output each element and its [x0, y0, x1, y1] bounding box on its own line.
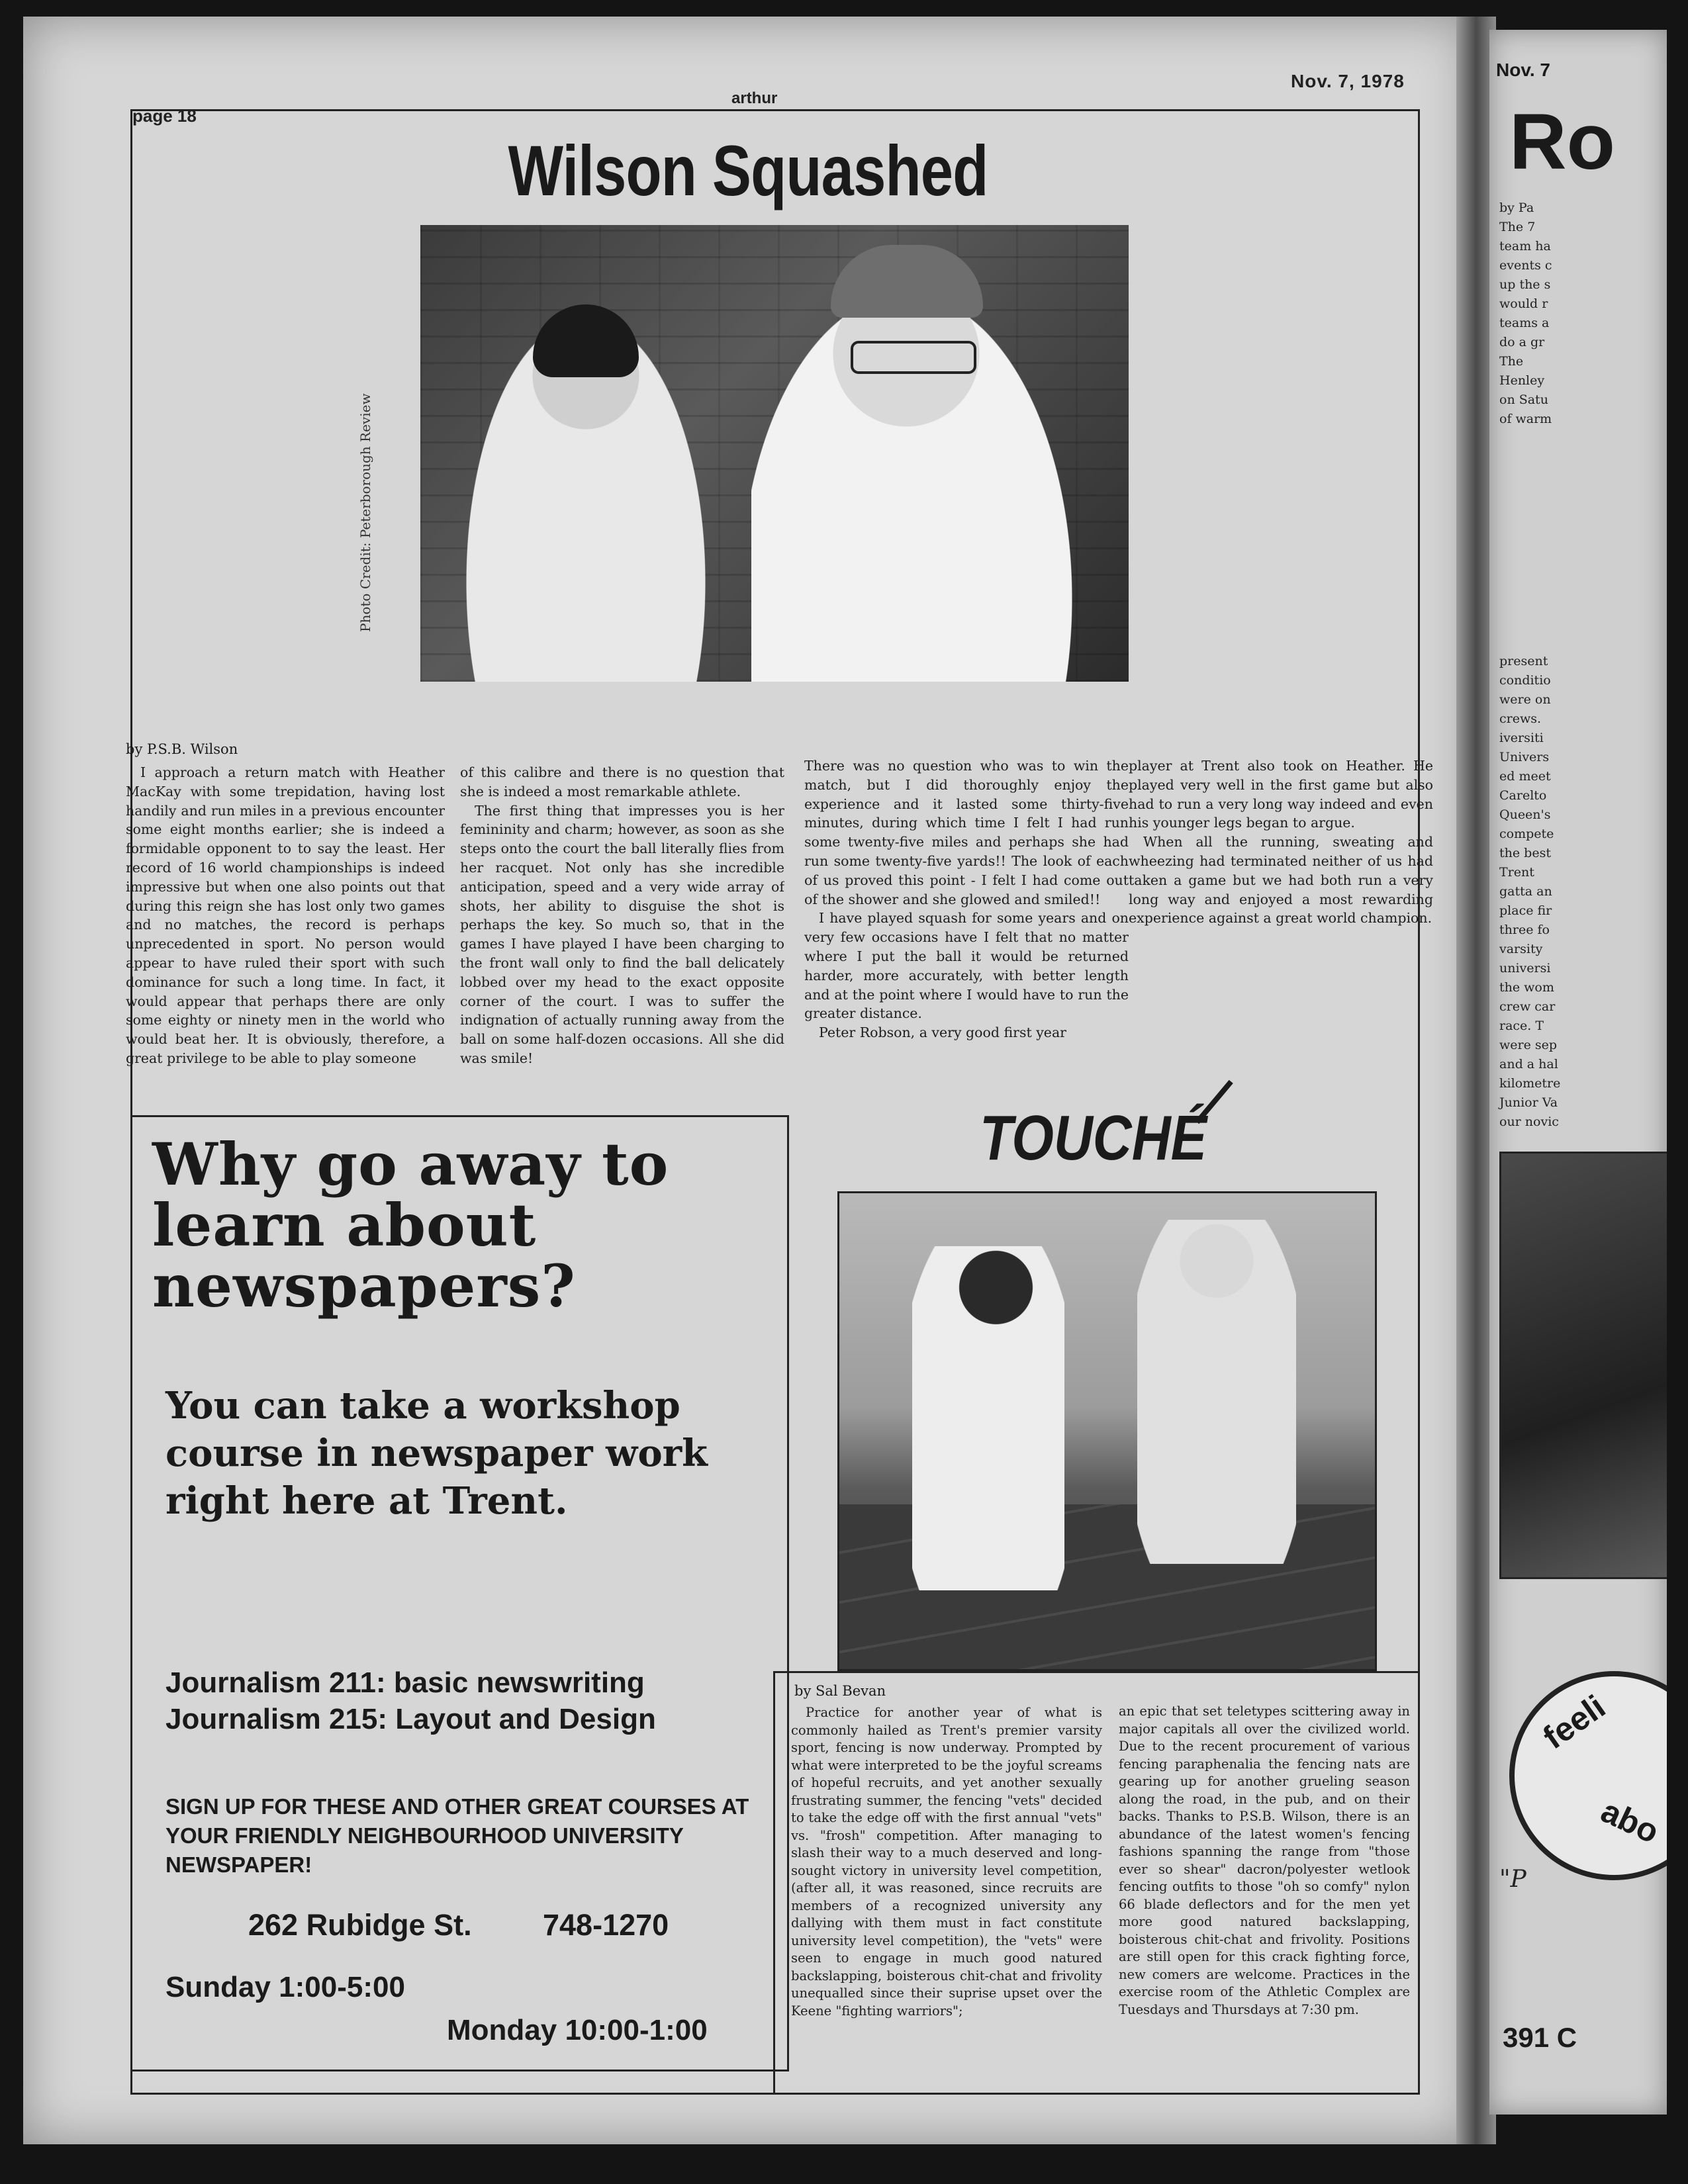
- headline-touche: TOUCHÉ: [980, 1103, 1207, 1173]
- article-column-1: I approach a return match with Heather MacKay with some trepidation, having lost handily and run miles in a previous encounter some eight months earlier; she is indeed a formidable opponent to to say the least. Her record of 16 world championships is indeed impressive but when one also points out that during this reign she has lost only two games and no matches, the record is perhaps unprecedented in sport. No person would appear to have ruled their sport with such dominance for such a long time. In fact, it would appear that perhaps there are only some eighty or ninety men in the world who would beat her. It is obviously, therefore, a great privilege to be able to play someone: [126, 764, 445, 1066]
- facing-page-column-top: by Pa The 7 team ha events c up the s would r teams a do a gr The Henley on Satu of warm: [1499, 201, 1552, 426]
- facing-page-quote: "P: [1499, 1866, 1526, 1893]
- ad-subheadline: You can take a workshop course in newspaper work right here at Trent.: [165, 1384, 708, 1523]
- ad-sunday-hours: Sunday 1:00-5:00: [165, 1971, 405, 2003]
- facing-page-photo: [1499, 1152, 1667, 1579]
- touche-column-2: an epic that set teletypes scittering away in major capitals all over the civilized world. Due to the recent procurement of various fencing paraphenalia the fencing nats are gearing up for another grueling season along the road, in the pub, and on their backs. Thanks to P.S.B. Wilson, there is an abundance of the latest women's fencing fashions spanning the range from "those ever so shear" dacron/polyester wetlook fencing outfits to those "oh so comfy" nylon 66 blade deflectors and for the men yet more good natured backslapping, boisterous chit-chat and frivolity. Positions are still open for this crack fighting force, new comers are welcome. Practices in the exercise room of the Athletic Complex are Tuesdays and Thursdays at 7:30 pm.: [1119, 1704, 1410, 2017]
- facing-page-badge: feeli abo: [1509, 1671, 1667, 1880]
- ad-signup-text: SIGN UP FOR THESE AND OTHER GREAT COURSES AT YOUR FRIENDLY NEIGHBOURHOOD UNIVERSITY NEWSPAPER!: [165, 1794, 749, 1877]
- article-column-3: There was no question who was to win the match, but I did thoroughly enjoy the experience and it lasted some thirty-five minutes, during which time I felt I had run some twenty-five miles and perhaps she had run some twenty-five yards!! The look of each of us proved this point - I felt I had come out of the shower and she glowed and smiled!! I have played squash for some years and on very few occasions have I felt that no matter where I put the ball it would be returned harder, more accurately, with better length and at the point where I would have to run the greater distance. Peter Robson, a very good first year: [804, 758, 1129, 1041]
- ad-address: 262 Rubidge St.: [248, 1908, 472, 1942]
- touche-column-1: Practice for another year of what is commonly hailed as Trent's premier varsity sport, fencing is now underway. Prompted by what were interpreted to be the joyful screams of hopeful recruits, and yet another sexually frustrating summer, the fencing "vets" decided to take the edge off with the first annual "vets" vs. "frosh" competition. After managing to slash their way to a much deserved and long-sought victory in university level competition,(after all, it was reasoned, since recruits are members of a recognized university any dallying with them must in fact constitute university level competition), the "vets" were seen to engage in much good natured backslapping, boisterous chit-chat and frivolity unequalled since their suprise upset over the Keene "fighting warriors";: [791, 1705, 1102, 2019]
- ad-course-211: Journalism 211: basic newswriting: [165, 1666, 645, 1699]
- publication-name: arthur: [731, 89, 778, 107]
- article-column-2: of this calibre and there is no question that she is indeed a most remarkable athlete. The first thing that impresses you is her femininity and charm; however, as soon as she steps onto the court the ball literally flies from her racquet. Not only has she incredible anticipation, speed and a very wide array of shots, her ability to disguise the shot is perhaps the key. So much so, that in the games I have played I have been charging to the front wall only to find the ball delicately lobbed over my head to the exact opposite corner of the court. I was to suffer the indignation of actually running away from the ball on some half-dozen occasions. All she did was smile!: [460, 764, 784, 1066]
- page-number: page 18: [132, 106, 197, 126]
- facing-page-column-middle: present conditio were on crews. iversiti Univers ed meet Carelto Queen's compete the best Trent gatta an place fir three fo varsity universi the wom crew car race. T were sep and a hal kilometre Junior Va our novic: [1499, 654, 1561, 1129]
- facing-page-number: 391 C: [1503, 2022, 1577, 2053]
- byline-bevan: by Sal Bevan: [794, 1683, 886, 1699]
- issue-date: Nov. 7, 1978: [1291, 71, 1405, 91]
- headline-wilson-squashed: Wilson Squashed: [508, 130, 988, 210]
- ad-phone: 748-1270: [543, 1908, 669, 1942]
- facing-page-fragment: [1489, 30, 1667, 2115]
- fencing-photo: [837, 1191, 1377, 1671]
- journalism-course-ad: [130, 1115, 789, 2071]
- facing-page-date: Nov. 7: [1496, 60, 1550, 80]
- ad-headline: Why go away to learn about newspapers?: [152, 1130, 669, 1320]
- article-column-4: player at Trent also took on Heather. He played very well in the first game but also had to run a very long way indeed and even his younger legs began to argue. When all the running, sweating and wheezing had terminated neither of us had taken a game but we had both run a very long way and enjoyed a most rewarding experience against a great world champion.: [1129, 758, 1433, 927]
- ad-course-215: Journalism 215: Layout and Design: [165, 1703, 656, 1735]
- newspaper-page: [23, 17, 1473, 2144]
- facing-page-headline: Ro: [1509, 97, 1615, 186]
- ad-monday-hours: Monday 10:00-1:00: [447, 2014, 708, 2046]
- byline-wilson: by P.S.B. Wilson: [126, 741, 238, 757]
- squash-players-photo: [420, 225, 1129, 682]
- photo-credit: Photo Credit: Peterborough Review: [357, 393, 373, 632]
